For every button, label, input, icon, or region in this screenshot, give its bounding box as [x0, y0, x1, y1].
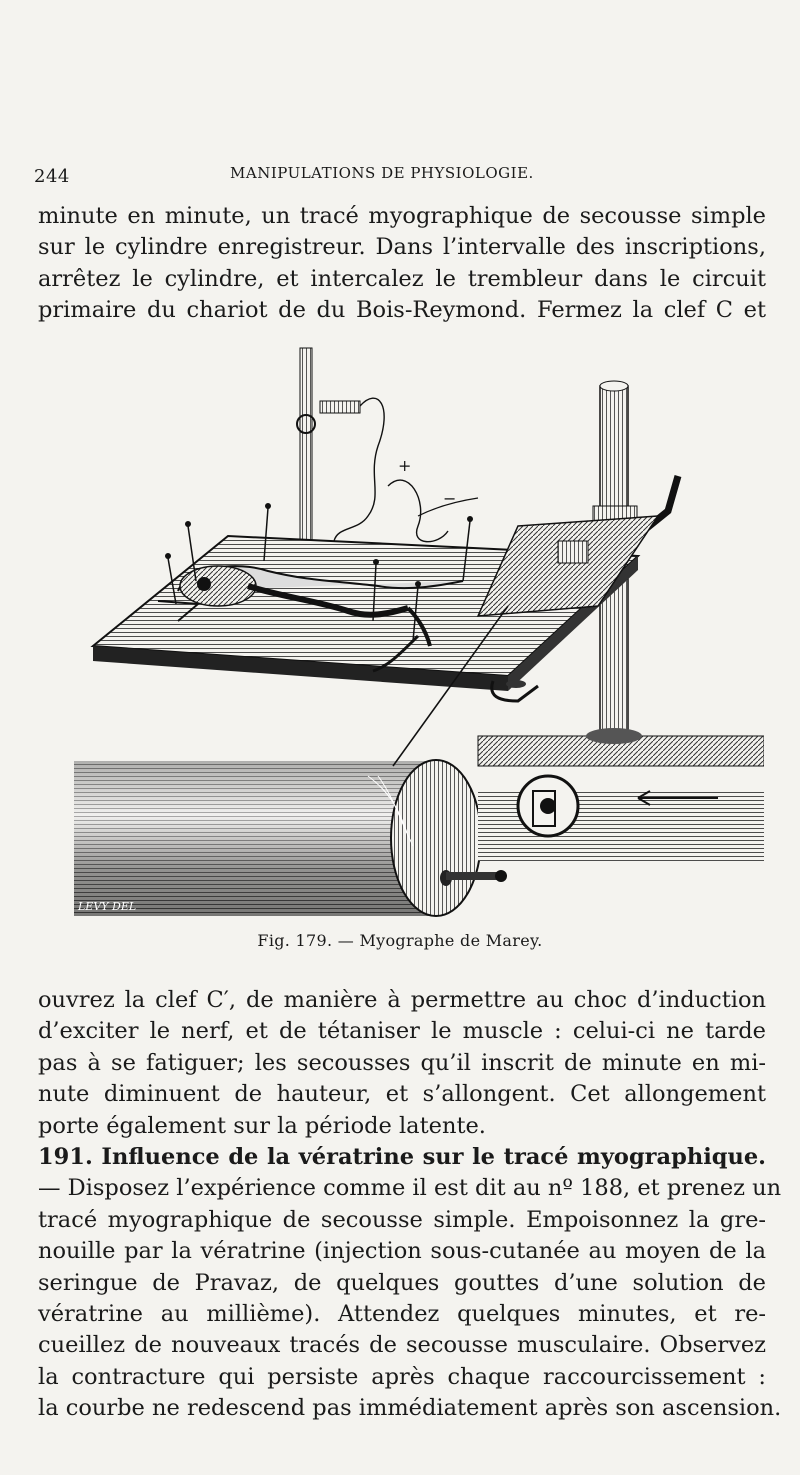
- figure-myographe: [38, 336, 764, 922]
- page-number: 244: [34, 166, 70, 187]
- text-line: pas à se fatiguer; les secousses qu’il inscrit de minute en mi-: [38, 1049, 766, 1076]
- text-line: arrêtez le cylindre, et intercalez le trembleur dans le circuit: [38, 265, 766, 292]
- text-line: nouille par la vératrine (injection sous-cutanée au moyen de la: [38, 1238, 766, 1265]
- frog-board: [93, 516, 658, 766]
- text-line: minute en minute, un tracé myographique de secousse simple: [38, 203, 766, 229]
- section-heading: 191. Influence de la vératrine sur le tracé myographique.: [38, 1144, 766, 1171]
- minus-label: −: [443, 489, 457, 508]
- text-line: cueillez de nouveaux tracés de secousse musculaire. Observez: [38, 1332, 766, 1359]
- top-paragraph: [38, 201, 766, 327]
- text-line: seringue de Pravaz, de quelques gouttes d’une solution de: [38, 1269, 766, 1296]
- running-title: MANIPULATIONS DE PHYSIOLOGIE.: [230, 164, 534, 182]
- text-line: la courbe ne redescend pas immédiatement après son ascension.: [38, 1395, 782, 1422]
- text-line: tracé myographique de secousse simple. Empoisonnez la gre-: [38, 1206, 766, 1233]
- text-line: la contracture qui persiste après chaque raccourcissement :: [38, 1363, 766, 1390]
- figure-caption: Fig. 179. — Myographe de Marey.: [257, 931, 543, 950]
- text-line: sur le cylindre enregistreur. Dans l’intervalle des inscriptions,: [38, 234, 766, 261]
- carriage: [478, 736, 764, 861]
- text-line: nute diminuent de hauteur, et s’allongent. Cet allongement: [38, 1081, 766, 1108]
- plus-label: +: [398, 456, 412, 475]
- text-line: d’exciter le nerf, et de tétaniser le muscle : celui-ci ne tarde: [38, 1018, 766, 1045]
- myograph-engraving: [38, 336, 764, 922]
- recording-drum: [74, 760, 507, 916]
- text-line: vératrine au millième). Attendez quelques minutes, et re-: [38, 1301, 766, 1328]
- text-line: ouvrez la clef C′, de manière à permettre au choc d’induction: [38, 987, 766, 1013]
- text-line: porte également sur la période latente.: [38, 1112, 486, 1139]
- text-line: — Disposez l’expérience comme il est dit au nº 188, et prenez un: [38, 1175, 782, 1202]
- bottom-paragraph: [38, 985, 782, 1425]
- running-head: [34, 160, 764, 190]
- text-line: primaire du chariot de du Bois-Reymond. Fermez la clef C et: [38, 297, 766, 324]
- artist-signature: LEVY DEL: [78, 900, 137, 913]
- left-rod: [297, 348, 478, 558]
